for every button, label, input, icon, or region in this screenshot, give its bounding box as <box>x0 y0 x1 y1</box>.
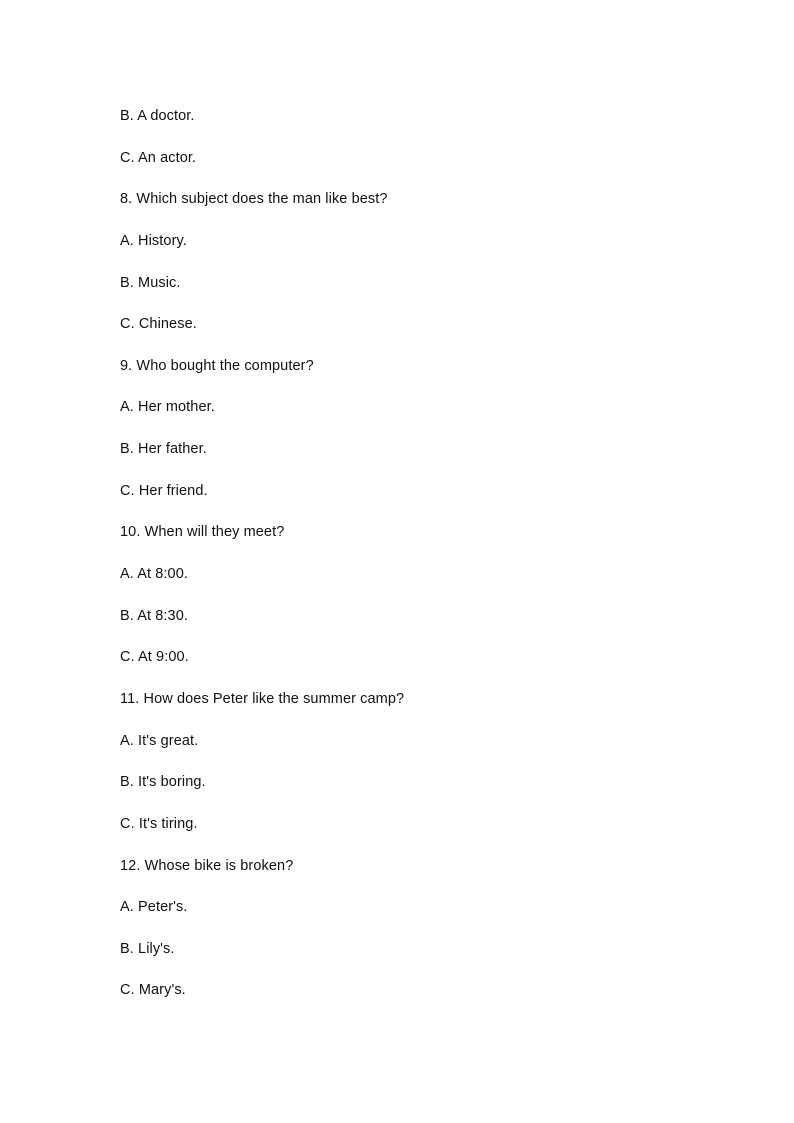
answer-option: B. A doctor. <box>120 108 195 124</box>
answer-option: C. Mary's. <box>120 982 186 999</box>
answer-option: C. It's tiring. <box>120 815 198 832</box>
answer-option: B. Her father. <box>120 441 207 458</box>
answer-option: A. At 8:00. <box>120 566 189 583</box>
answer-option: C. Her friend. <box>120 482 208 499</box>
answer-option: A. Peter's. <box>120 899 188 916</box>
answer-option: B. Lily's. <box>120 940 175 957</box>
question-text: 12. Whose bike is broken? <box>120 857 294 874</box>
question-text: 9. Who bought the computer? <box>120 357 314 374</box>
answer-option: B. At 8:30. <box>120 607 189 624</box>
answer-option: B. Music. <box>120 274 181 291</box>
question-text: 8. Which subject does the man like best? <box>120 191 388 208</box>
question-text: 10. When will they meet? <box>120 524 285 541</box>
answer-option: C. At 9:00. <box>120 649 189 666</box>
question-text: 11. How does Peter like the summer camp? <box>120 690 405 707</box>
answer-option: A. History. <box>120 232 187 249</box>
answer-option: A. It's great. <box>120 732 199 749</box>
question-list <box>120 106 680 1022</box>
answer-option: C. An actor. <box>120 149 197 166</box>
answer-option: B. It's boring. <box>120 774 206 791</box>
answer-option: A. Her mother. <box>120 399 215 416</box>
answer-option: C. Chinese. <box>120 316 197 333</box>
